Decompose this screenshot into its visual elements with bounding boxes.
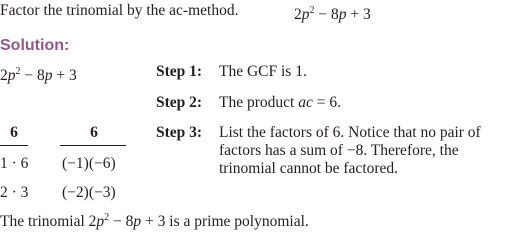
step-2-text-post: = 6. — [312, 94, 341, 111]
solution-expression — [0, 63, 77, 85]
factor-row-1-col-1: 1 · 6 — [0, 155, 29, 172]
step-3-label: Step 3: — [156, 124, 203, 141]
step-1-label: Step 1: — [156, 63, 203, 80]
conclusion-pre: The trinomial — [0, 213, 89, 230]
step-1-text-pre: The GCF is 1. — [219, 63, 307, 80]
factor-row-2-col-2: (−2)(−3) — [62, 184, 116, 201]
conclusion-rest2: + 3 is a prime polynomial. — [141, 213, 309, 230]
sol-expr-coef: 2 — [0, 67, 8, 84]
sol-expr-rest2: + 3 — [52, 67, 77, 84]
factor-row-1-col-2: (−1)(−6) — [62, 155, 116, 172]
step-2-label: Step 2: — [156, 94, 203, 111]
step-3-line-1: List the factors of 6. Notice that no pair of — [219, 124, 481, 141]
expr-rest1: − 8 — [314, 6, 339, 23]
step-2-text — [219, 94, 341, 112]
expr-var2: p — [338, 6, 347, 23]
conclusion-coef: 2 — [88, 213, 97, 230]
sol-expr-var: p — [7, 67, 16, 84]
conclusion-var: p — [96, 213, 105, 230]
step-2-text-var: ac — [298, 94, 313, 111]
conclusion-var2: p — [133, 213, 142, 230]
conclusion — [0, 209, 309, 231]
problem-prompt-text: Factor the trinomial by the ac-method. — [0, 2, 239, 19]
factor-col-2-head: 6 — [90, 124, 98, 141]
sol-expr-var2: p — [44, 67, 53, 84]
step-1-text — [219, 63, 307, 81]
factor-col-1-underline — [0, 145, 28, 146]
factor-col-2-underline — [60, 145, 126, 146]
factor-col-1-head: 6 — [10, 124, 18, 141]
sol-expr-rest1: − 8 — [20, 67, 45, 84]
problem-prompt — [0, 2, 238, 20]
problem-expression — [294, 2, 371, 24]
solution-heading: Solution: — [0, 37, 70, 54]
expr-var: p — [301, 6, 310, 23]
expr-rest2: + 3 — [346, 6, 371, 23]
expr-exp: 2 — [309, 5, 315, 16]
conclusion-exp: 2 — [104, 212, 110, 223]
step-2-text-pre: The product — [219, 94, 299, 111]
step-3-line-2: factors has a sum of −8. Therefore, the — [219, 142, 459, 159]
sol-expr-exp: 2 — [15, 66, 21, 77]
conclusion-rest1: − 8 — [109, 213, 134, 230]
step-3-line-3: trinomial cannot be factored. — [219, 160, 399, 177]
factor-row-2-col-1: 2 · 3 — [0, 184, 29, 201]
expr-coef: 2 — [294, 6, 302, 23]
